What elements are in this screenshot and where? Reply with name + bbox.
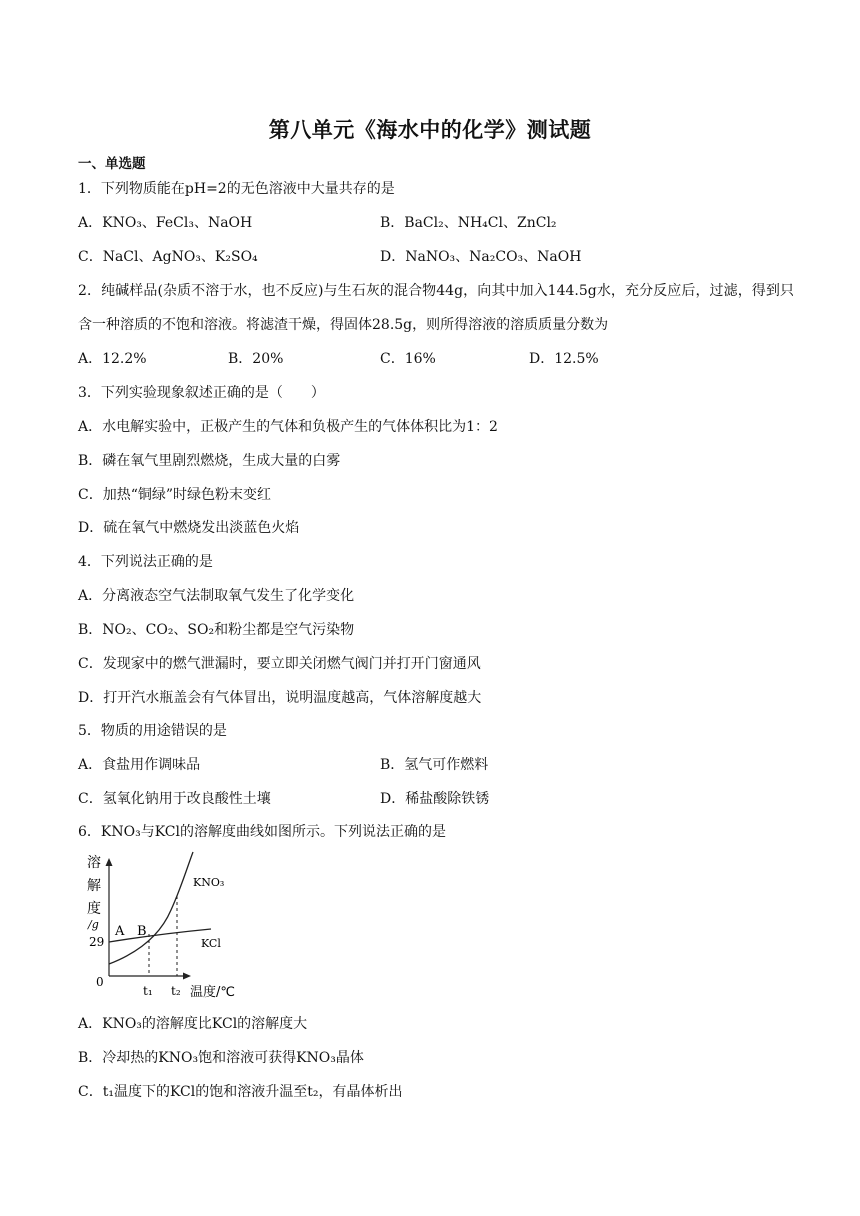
question-4-option-b: B．NO₂、CO₂、SO₂和粉尘都是空气污染物: [78, 622, 355, 638]
question-1-option-a: A．KNO₃、FeCl₃、NaOH: [78, 215, 253, 231]
question-5-stem: 5．物质的用途错误的是: [78, 723, 227, 739]
y-tick-29: 29: [89, 935, 105, 949]
question-5-option-a: A．食盐用作调味品: [78, 757, 201, 773]
x-tick-t2: t₂: [171, 984, 181, 998]
question-4-option-a: A．分离液态空气法制取氧气发生了化学变化: [78, 588, 355, 604]
kcl-curve-label: KCl: [201, 937, 221, 950]
x-axis-arrow: [183, 973, 191, 980]
question-2-option-c: C．16%: [380, 351, 436, 367]
page-title: 第八单元《海水中的化学》测试题: [268, 118, 592, 142]
section-heading: 一、单选题: [78, 156, 146, 172]
x-axis-label: 温度/℃: [190, 985, 235, 1000]
question-6-option-c: C．t₁温度下的KCl的饱和溶液升温至t₂，有晶体析出: [78, 1084, 403, 1100]
point-b-label: B: [137, 924, 147, 939]
y-label-char-1: 溶: [87, 855, 101, 871]
question-2-option-a: A．12.2%: [78, 351, 147, 367]
question-3-option-d: D．硫在氧气中燃烧发出淡蓝色火焰: [78, 520, 300, 536]
kno3-curve-label: KNO₃: [193, 876, 225, 889]
question-4-stem: 4．下列说法正确的是: [78, 554, 213, 570]
point-a-label: A: [115, 924, 125, 939]
question-5-option-c: C．氢氧化钠用于改良酸性土壤: [78, 791, 271, 807]
question-6-option-a: A．KNO₃的溶解度比KCl的溶解度大: [78, 1016, 308, 1032]
question-4-option-c: C．发现家中的燃气泄漏时，要立即关闭燃气阀门并打开门窗通风: [78, 656, 481, 672]
origin-label: 0: [96, 975, 104, 989]
y-label-char-2: 解: [87, 878, 101, 894]
question-4-option-d: D．打开汽水瓶盖会有气体冒出，说明温度越高，气体溶解度越大: [78, 690, 482, 706]
y-axis-arrow: [106, 858, 113, 866]
question-1-option-d: D．NaNO₃、Na₂CO₃、NaOH: [380, 249, 582, 265]
question-1-option-c: C．NaCl、AgNO₃、K₂SO₄: [78, 249, 258, 265]
question-3-option-a: A．水电解实验中，正极产生的气体和负极产生的气体体积比为1：2: [78, 419, 498, 435]
question-1-option-b: B．BaCl₂、NH₄Cl、ZnCl₂: [380, 215, 557, 231]
question-6-stem: 6．KNO₃与KCl的溶解度曲线如图所示。下列说法正确的是: [78, 824, 446, 840]
y-label-unit: /g: [88, 918, 99, 931]
question-2-option-d: D．12.5%: [529, 351, 599, 367]
question-6-option-b: B．冷却热的KNO₃饱和溶液可获得KNO₃晶体: [78, 1050, 364, 1066]
solubility-curve-figure: [85, 848, 250, 1000]
question-5-option-b: B．氢气可作燃料: [380, 757, 489, 773]
question-3-stem: 3．下列实验现象叙述正确的是（ ）: [78, 385, 325, 401]
y-label-char-3: 度: [87, 901, 101, 917]
question-2-stem: 2．纯碱样品(杂质不溶于水，也不反应)与生石灰的混合物44g，向其中加入144.5g水，充分反应后，过滤，得到只含一种溶质的不饱和溶液。将滤渣干燥，得固体28.5g，则所得溶液的溶质质量分数为: [78, 283, 794, 333]
x-tick-t1: t₁: [143, 984, 153, 998]
kno3-curve: [109, 852, 193, 964]
question-5-option-d: D．稀盐酸除铁锈: [380, 791, 490, 807]
question-3-option-c: C．加热“铜绿”时绿色粉末变红: [78, 487, 272, 503]
question-2-option-b: B．20%: [228, 351, 284, 367]
question-1-stem: 1．下列物质能在pH=2的无色溶液中大量共存的是: [78, 181, 395, 197]
question-3-option-b: B．磷在氧气里剧烈燃烧，生成大量的白雾: [78, 453, 341, 469]
